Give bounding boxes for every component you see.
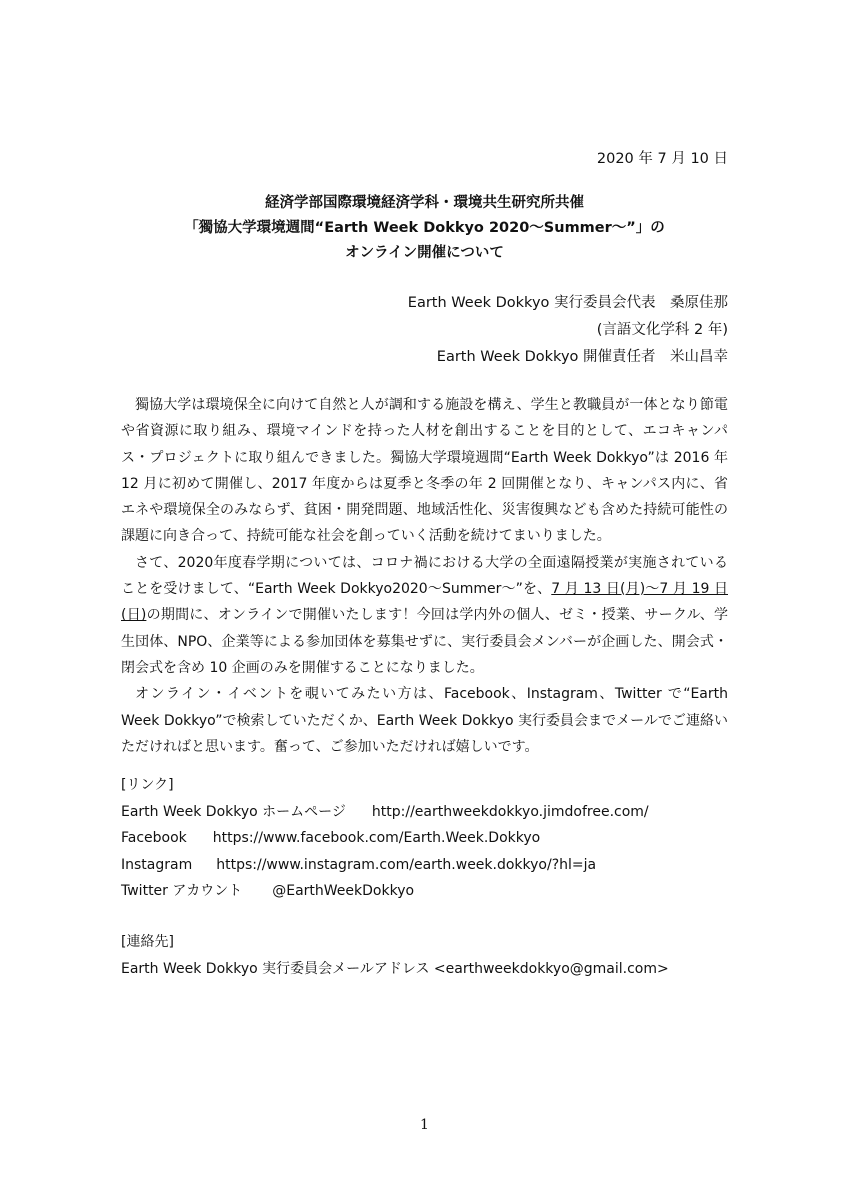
facebook-link[interactable]: https://www.facebook.com/Earth.Week.Dokkyo <box>212 830 541 846</box>
body-text <box>121 392 728 760</box>
homepage-label: Earth Week Dokkyo ホームページ <box>121 803 346 820</box>
instagram-label: Instagram <box>121 856 193 873</box>
contact-heading: [連絡先] <box>121 934 174 950</box>
title-line-1: 経済学部国際環境経済学科・環境共生研究所共催 <box>265 195 584 211</box>
contact-section <box>121 929 669 982</box>
document-date: 2020 年 7 月 10 日 <box>596 151 728 167</box>
title-line-2: 「獨協大学環境週間“Earth Week Dokkyo 2020～Summer～”」の <box>184 220 665 236</box>
author-block <box>408 290 728 371</box>
homepage-link[interactable]: http://earthweekdokkyo.jimdofree.com/ <box>371 803 649 820</box>
link-facebook-row <box>121 825 649 852</box>
author-line-3: Earth Week Dokkyo 開催責任者 米山昌幸 <box>436 349 728 365</box>
link-twitter-row <box>121 878 649 905</box>
title-line-3: オンライン開催について <box>345 245 504 261</box>
contact-email-line[interactable]: Earth Week Dokkyo 実行委員会メールアドレス <earthweekdokkyo@gmail.com> <box>121 960 669 977</box>
links-heading: [リンク] <box>121 777 174 793</box>
author-line-2: (言語文化学科 2 年) <box>596 322 728 338</box>
page-number: 1 <box>420 1117 429 1133</box>
document-title <box>0 191 849 266</box>
event-period: 7 月 13 日(月)～7 月 19 日(日) <box>121 581 728 624</box>
twitter-handle-link[interactable]: @EarthWeekDokkyo <box>272 883 415 899</box>
link-instagram-row <box>121 852 649 879</box>
paragraph-2 <box>121 550 728 681</box>
twitter-label: Twitter アカウント <box>121 883 243 899</box>
link-homepage-row <box>121 799 649 826</box>
instagram-link[interactable]: https://www.instagram.com/earth.week.dokkyo/?hl=ja <box>216 856 597 873</box>
paragraph-3: オンライン・イベントを覗いてみたい方は、Facebook、Instagram、Twitter で“Earth Week Dokkyo”で検索していただくか、Earth Week Dokkyo 実行委員会までメールでご連絡いただければと思います。奮って、ご参加いただければ嬉しいです。 <box>121 686 728 755</box>
facebook-label: Facebook <box>121 830 187 846</box>
links-section <box>121 772 649 905</box>
paragraph-2-text-a: さて、2020年度春学期については、コロナ禍における大学の全面遠隔授業が実施されていることを受けまして、“Earth Week Dokkyo2020～Summer～”を、 <box>121 554 728 598</box>
paragraph-1: 獨協大学は環境保全に向けて自然と人が調和する施設を構え、学生と教職員が一体となり節電や省資源に取り組み、環境マインドを持った人材を創出することを目的として、エコキャンパス・プロジェクトに取り組んできました。獨協大学環境週間“Earth Week Dokkyo”は 2016 年 12 月に初めて開催し、2017 年度からは夏季と冬季の年 2 回開催となり、キャンパス内に、省エネや環境保全のみならず、貧困・開発問題、地域活性化、災害復興なども含めた持続可能性の課題に向き合って、持続可能な社会を創っていく活動を続けてまいりました。 <box>121 397 728 545</box>
paragraph-2-text-b: の期間に、オンラインで開催いたします！今回は学内外の個人、ゼミ・授業、サークル、学生団体、NPO、企業等による参加団体を募集せずに、実行委員会メンバーが企画した、開会式・閉会式を含め 10 企画のみを開催することになりました。 <box>121 607 728 676</box>
author-line-1: Earth Week Dokkyo 実行委員会代表 桑原佳那 <box>407 295 728 311</box>
